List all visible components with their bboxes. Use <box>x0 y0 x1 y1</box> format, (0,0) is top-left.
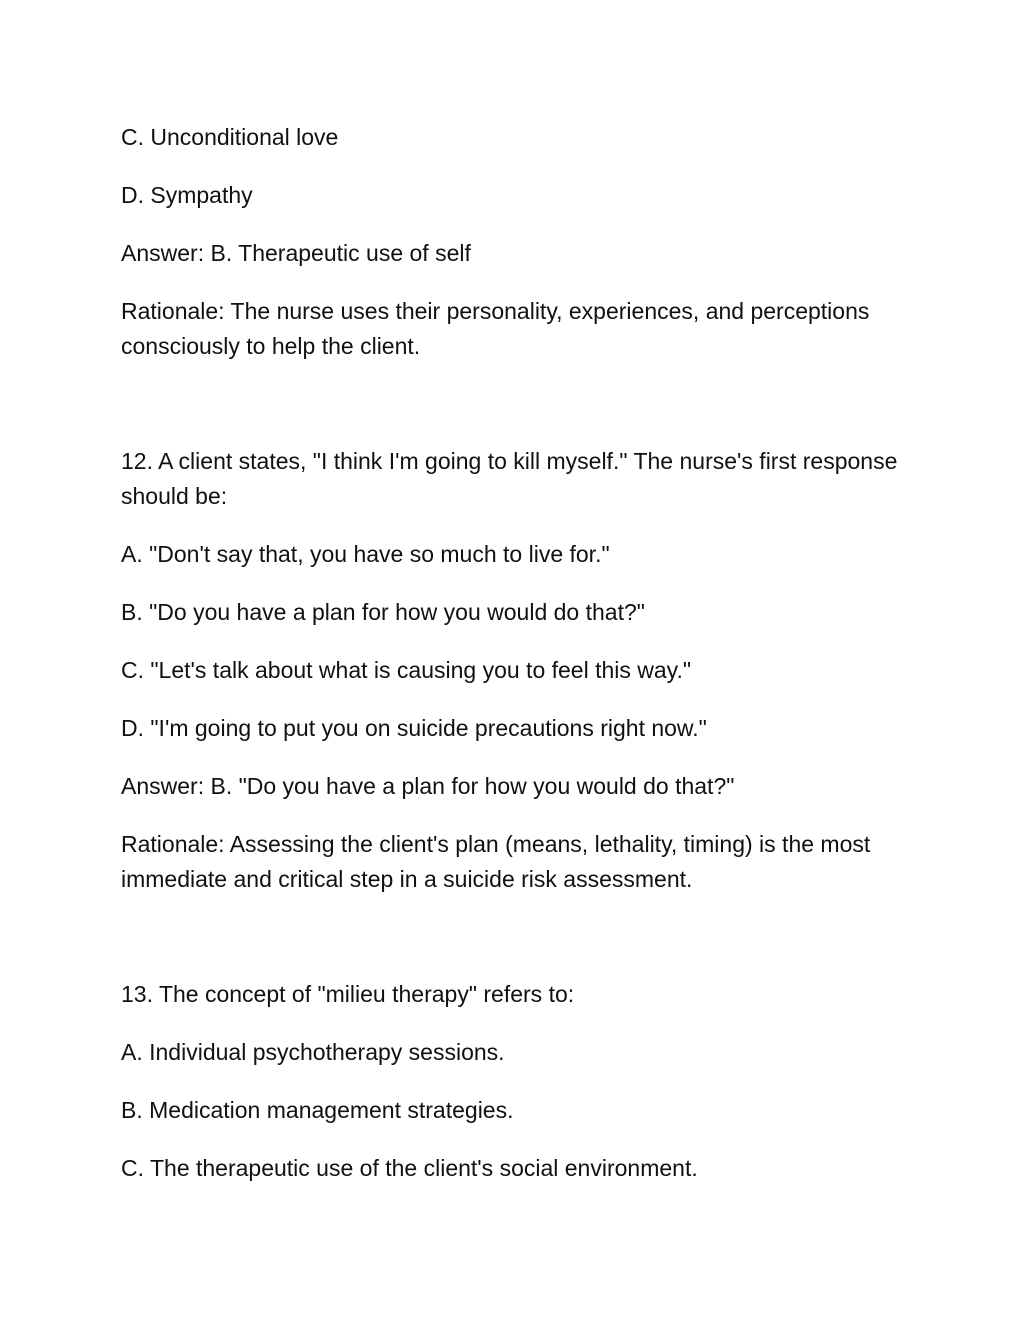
question-12-option-a: A. "Don't say that, you have so much to live for." <box>121 541 610 567</box>
question-12-option-c: C. "Let's talk about what is causing you to feel this way." <box>121 657 692 683</box>
question-12-option-d: D. "I'm going to put you on suicide precautions right now." <box>121 715 707 741</box>
question-12-block <box>121 444 901 897</box>
question-12-answer: Answer: B. "Do you have a plan for how you would do that?" <box>121 773 735 799</box>
question-13-option-a: A. Individual psychotherapy sessions. <box>121 1039 505 1065</box>
question-12-text: 12. A client states, "I think I'm going to kill myself." The nurse's first response should be: <box>121 448 898 509</box>
question-13-block <box>121 977 901 1186</box>
prev-answer: Answer: B. Therapeutic use of self <box>121 240 471 266</box>
question-12-rationale: Rationale: Assessing the client's plan (means, lethality, timing) is the most immediate and critical step in a suicide risk assessment. <box>121 831 871 892</box>
section-spacer <box>121 920 901 977</box>
question-13-option-c: C. The therapeutic use of the client's social environment. <box>121 1155 698 1181</box>
document-page <box>121 120 901 1209</box>
prev-option-d: D. Sympathy <box>121 182 253 208</box>
question-13-option-b: B. Medication management strategies. <box>121 1097 514 1123</box>
prev-rationale: Rationale: The nurse uses their personality, experiences, and perceptions consciously to help the client. <box>121 298 870 359</box>
prev-option-c: C. Unconditional love <box>121 124 339 150</box>
question-13-text: 13. The concept of "milieu therapy" refers to: <box>121 981 575 1007</box>
question-12-option-b: B. "Do you have a plan for how you would do that?" <box>121 599 645 625</box>
prev-question-block <box>121 120 901 364</box>
section-spacer <box>121 387 901 444</box>
